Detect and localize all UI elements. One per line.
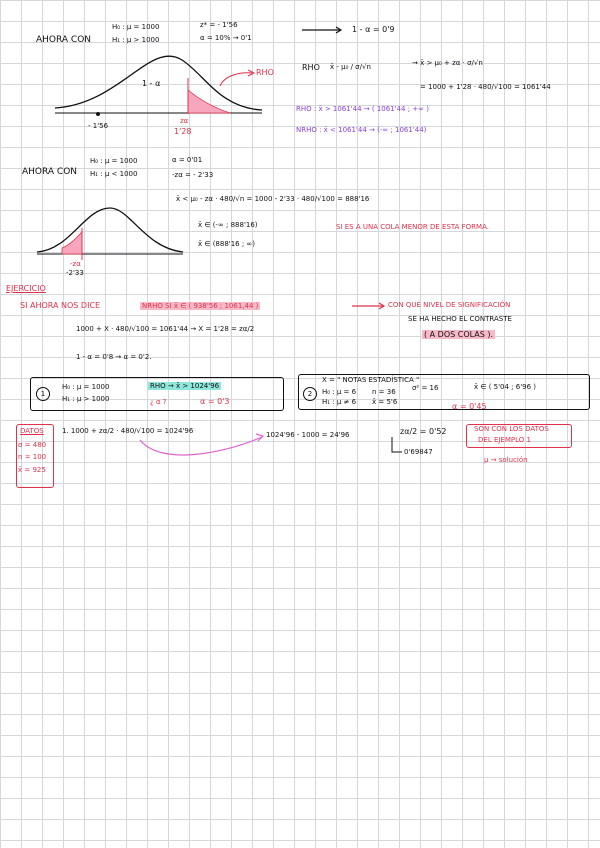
arrow-prob (392, 437, 402, 452)
z-value-1: z* = - 1'56 (200, 21, 238, 29)
note-line-2: DEL EJEMPLO 1 (478, 436, 531, 444)
calc-difference: 1024'96 - 1000 = 24'96 (266, 431, 350, 439)
box1-number: 1 (36, 387, 50, 401)
heading-2: AHORA CON (22, 167, 78, 177)
exercise-question: CON QUÉ NIVEL DE SIGNIFICACIÓN (388, 301, 511, 309)
rho-tag: RHO (256, 68, 274, 77)
data-sigma: σ = 480 (18, 441, 47, 449)
data-n: n = 100 (18, 453, 47, 461)
h1-1: H₁ : μ > 1000 (112, 36, 160, 44)
heading-1: AHORA CON (36, 35, 92, 45)
rho-label: RHO (302, 63, 320, 72)
data-title: DATOS (20, 427, 44, 435)
tick-left: - 1'56 (88, 122, 109, 130)
tick-value-2: -2'33 (66, 269, 84, 277)
solution-note: μ → solución (484, 456, 528, 464)
equation-2: 1 - α = 0'8 → α = 0'2. (76, 353, 152, 361)
alpha-1: α = 10% → 0'1 (200, 34, 252, 42)
h1-2: H₁ : μ < 1000 (90, 170, 138, 178)
box1-h0: H₀ : μ = 1000 (62, 383, 110, 391)
calc-equation: 1. 1000 + zα/2 · 480/√100 = 1024'96 (62, 427, 194, 435)
calc-result: zα/2 = 0'52 (400, 427, 447, 436)
point-z-1 (96, 112, 100, 116)
exercise-line-a: SI AHORA NOS DICE (20, 301, 101, 310)
nrho-region: NRHO : x̄ < 1061'44 → (-∞ ; 1061'44) (296, 126, 427, 134)
box1-h1: H₁ : μ > 1000 (62, 395, 110, 403)
box1-rho-text: RHO → x̄ > 1024'96 (150, 382, 220, 390)
exercise-title: EJERCICIO (6, 284, 46, 293)
h0-1: H₀ : μ = 1000 (112, 23, 160, 31)
box1-rho (148, 383, 221, 390)
z-value-2: -zα = - 2'33 (172, 171, 214, 179)
rejection-area-2 (62, 232, 82, 254)
tick-za-2: -zα (70, 260, 81, 268)
interval-b: x̄ ∈ (888'16 ; ∞) (198, 240, 255, 248)
exercise-line-b-text: NRHO SI x̄ ∈ ( 938'56 ; 1061,44 ) (142, 302, 259, 310)
tick-value: 1'28 (174, 127, 192, 136)
conf-level: 1 - α = 0'9 (352, 25, 395, 34)
interval-a: x̄ ∈ (-∞ ; 888'16) (198, 221, 258, 229)
calc-probability: 0'69847 (404, 448, 433, 456)
rho-formula: x̄ - μ₀ / σ/√n (330, 63, 371, 71)
rho-arrow-1 (220, 73, 252, 86)
exercise-line-b (140, 303, 260, 310)
two-tails-text: ( A DOS COLAS ). (424, 330, 494, 339)
note-line-1: SON CON LOS DATOS (474, 425, 549, 433)
exercise-line-2: SE HA HECHO EL CONTRASTE (408, 315, 512, 323)
arrow-calc (140, 437, 262, 455)
normal-curve-2 (37, 208, 183, 252)
box2-sigma: σ² = 16 (412, 384, 439, 392)
box1-question: ¿ α ? (150, 398, 167, 406)
two-tails (422, 331, 495, 339)
rejection-area-1 (188, 90, 230, 113)
box2-h1: H₁ : μ ≠ 6 (322, 398, 357, 406)
box2-alpha: α = 0'45 (452, 402, 487, 411)
inequality-2: x̄ < μ₀ - zα · 480/√n = 1000 - 2'33 · 480/√100 = 888'16 (176, 195, 370, 203)
h0-2: H₀ : μ = 1000 (90, 157, 138, 165)
rho-calc: = 1000 + 1'28 · 480/√100 = 1061'44 (420, 83, 551, 91)
box2-h0: H₀ : μ = 6 (322, 388, 357, 396)
equation-1: 1000 + X · 480/√100 = 1061'44 → X = 1'28 = zα/2 (76, 325, 255, 333)
curve-region-label: 1 - α (142, 79, 161, 88)
rho-region: RHO : x̄ > 1061'44 → ( 1061'44 ; +∞ ) (296, 105, 429, 113)
box1-answer: α = 0'3 (200, 397, 230, 406)
box2-n: n = 36 (372, 388, 396, 396)
box2-x-def: X = " NOTAS ESTADÍSTICA " (322, 376, 420, 384)
alpha-2: α = 0'01 (172, 156, 203, 164)
box2-xbar: x̄ = 5'6 (372, 398, 398, 406)
box2-interval: x̄ ∈ ( 5'04 ; 6'96 ) (474, 383, 536, 391)
box2-number: 2 (303, 387, 317, 401)
tick-za: zα (180, 117, 189, 125)
data-xbar: x̄ = 925 (18, 466, 46, 474)
rho-arrow-eq: → x̄ > μ₀ + zα · σ/√n (412, 59, 483, 67)
note-one-tail: SI ES A UNA COLA MENOR DE ESTA FORMA. (336, 223, 489, 231)
